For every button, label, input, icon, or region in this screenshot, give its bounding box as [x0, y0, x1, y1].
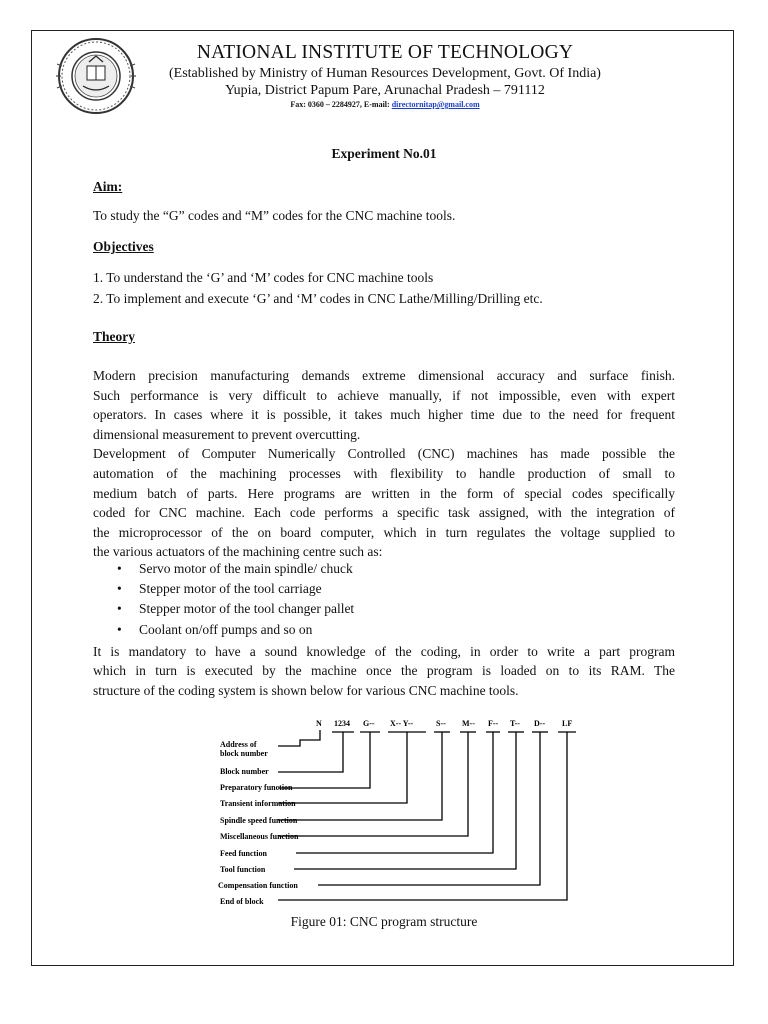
objective-item-2: 2. To implement and execute ‘G’ and ‘M’ codes in CNC Lathe/Milling/Drilling etc.: [93, 291, 543, 306]
aim-heading: Aim:: [93, 179, 123, 194]
objectives-heading: Objectives: [93, 239, 154, 254]
list-item: • Servo motor of the main spindle/ chuck: [117, 561, 353, 576]
theory-line: which in turn is executed by the machine once the program is loaded on to its RAM. The: [93, 663, 675, 678]
list-item: • Coolant on/off pumps and so on: [117, 622, 313, 637]
label-compensation-function: Compensation function: [218, 881, 298, 890]
experiment-title: Experiment No.01: [331, 146, 437, 161]
theory-line: operators. In cases where it is possible, it takes much higher time due to the need for frequent: [93, 407, 675, 422]
label-address-block: Address of: [220, 740, 257, 749]
theory-line: automation of the machining processes with flexibility to handle production of small to: [93, 466, 675, 481]
label-end-of-block: End of block: [220, 897, 264, 906]
theory-line: It is mandatory to have a sound knowledge of the coding, in order to write a part program: [93, 644, 675, 659]
theory-line: medium batch of parts. Here programs are written in the form of special codes specifically: [93, 486, 675, 501]
list-item-text: Servo motor of the main spindle/ chuck: [139, 561, 353, 576]
code-t: T--: [510, 719, 520, 728]
code-lf: LF: [562, 719, 573, 728]
label-transient-information: Transient information: [220, 799, 296, 808]
code-block-number: 1234: [334, 719, 350, 728]
email-link[interactable]: directornitap@gmail.com: [391, 100, 480, 109]
theory-line: Modern precision manufacturing demands extreme dimensional accuracy and surface finish.: [93, 368, 675, 383]
label-block-number: Block number: [220, 767, 269, 776]
list-item-text: Coolant on/off pumps and so on: [139, 622, 313, 637]
code-n: N: [316, 719, 322, 728]
theory-line: structure of the coding system is shown below for various CNC machine tools.: [93, 683, 519, 698]
code-d: D--: [534, 719, 546, 728]
code-xy: X-- Y--: [390, 719, 414, 728]
theory-heading: Theory: [93, 329, 135, 344]
code-m: M--: [462, 719, 475, 728]
objective-item-1: 1. To understand the ‘G’ and ‘M’ codes for CNC machine tools: [93, 270, 434, 285]
list-item-text: Stepper motor of the tool carriage: [139, 581, 322, 596]
label-miscellaneous-function: Miscellaneous function: [220, 832, 299, 841]
code-g: G--: [363, 719, 375, 728]
theory-line: Development of Computer Numerically Controlled (CNC) machines has made possible the: [93, 446, 675, 461]
list-item: • Stepper motor of the tool carriage: [117, 581, 322, 596]
code-s: S--: [436, 719, 446, 728]
label-address-block-2: block number: [220, 749, 268, 758]
cnc-program-structure-diagram: [208, 716, 588, 912]
address-line: Yupia, District Papum Pare, Arunachal Pradesh – 791112: [225, 83, 545, 98]
fax-text: Fax: 0360 – 2284927, E-mail:: [290, 100, 392, 109]
label-spindle-speed-function: Spindle speed function: [220, 816, 298, 825]
code-f: F--: [488, 719, 499, 728]
theory-line: dimensional measurement to prevent overcutting.: [93, 427, 361, 442]
establishment-line: (Established by Ministry of Human Resources Development, Govt. Of India): [169, 66, 601, 81]
theory-line: the microprocessor of the on board computer, which in turn regulates the voltage supplied to: [93, 525, 675, 540]
theory-line: coded for CNC machine. Each code performs a specific task assigned, with the integration of: [93, 505, 675, 520]
aim-text: To study the “G” codes and “M” codes for the CNC machine tools.: [93, 208, 456, 223]
label-preparatory-function: Preparatory function: [220, 783, 293, 792]
figure-caption: Figure 01: CNC program structure: [290, 914, 478, 929]
list-item-text: Stepper motor of the tool changer pallet: [139, 601, 355, 616]
theory-line: Such performance is very difficult to achieve manually, if not impossible, even with expert: [93, 388, 675, 403]
contact-line: [120, 100, 650, 109]
label-feed-function: Feed function: [220, 849, 267, 858]
theory-line: the various actuators of the machining centre such as:: [93, 544, 383, 559]
list-item: • Stepper motor of the tool changer pallet: [117, 601, 355, 616]
label-tool-function: Tool function: [220, 865, 266, 874]
institute-name: NATIONAL INSTITUTE OF TECHNOLOGY: [196, 42, 574, 63]
